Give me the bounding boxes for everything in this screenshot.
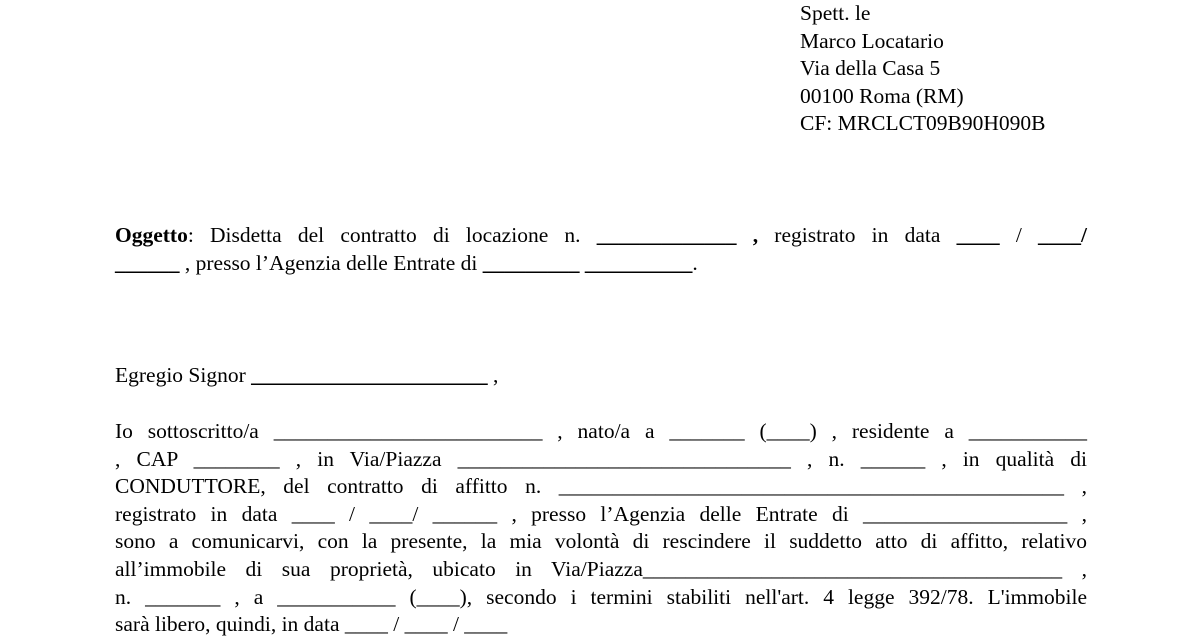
body-line: registrato in data ____ / ____/ ______ , presso l’Agenzia delle Entrate di ___________________ , [115,501,1087,526]
letter-body [115,418,1087,639]
subject-text: : Disdetta del contratto di locazione n. [187,223,597,247]
body-line: sono a comunicarvi, con la presente, la mia volontà di rescindere il suddetto atto di affitto, relativo [115,529,1087,554]
body-line: sarà libero, quindi, in data ____ / ____ / ____ [115,612,508,637]
registration-year-blank: ______ [115,250,180,275]
agency-blank: _________ __________ [482,250,693,275]
registration-day-blank: ____ [956,223,1000,247]
subject-registered-text: registrato in data [758,223,957,247]
body-line: Io sottoscritto/a _________________________ , nato/a a _______ (____) , residente a ___________ [115,419,1087,443]
recipient-address-block [800,0,1046,138]
salutation-line [115,362,498,390]
salutation-text: Egregio Signor [115,363,252,387]
recipient-fiscal-code: CF: MRCLCT09B90H090B [800,111,1046,136]
subject-period: . [692,250,698,275]
subject-label: Oggetto [115,223,188,247]
recipient-city: 00100 Roma (RM) [800,83,964,108]
recipient-name: Marco Locatario [800,28,944,53]
recipient-street: Via della Casa 5 [800,56,941,81]
body-line: CONDUTTORE, del contratto di affitto n. _______________________________________________ , [115,474,1087,499]
body-line: n. _______ , a ___________ (____), secondo i termini stabiliti nell'art. 4 legge 392/78. L'immobile [115,584,1087,609]
body-line: all’immobile di sua proprietà, ubicato in Via/Piazza_______________________________________ , [115,556,1087,581]
subject-line-2 [115,250,1087,278]
salutation-comma: , [487,363,499,387]
subject-comma: , [736,223,759,247]
addressee-name-blank: ______________________ [251,363,488,387]
subject-line-1 [115,222,1087,250]
subject-paragraph [115,222,1087,277]
subject-agency-text: , presso l’Agenzia delle Entrate di [179,250,483,275]
contract-number-blank: _____________ [596,223,737,247]
body-line: , CAP ________ , in Via/Piazza _______________________________ , n. ______ , in qualità di [115,446,1087,471]
registration-month-blank: ____/ [1038,223,1087,247]
date-separator: / [999,223,1038,247]
recipient-salutation-line: Spett. le [800,1,871,25]
